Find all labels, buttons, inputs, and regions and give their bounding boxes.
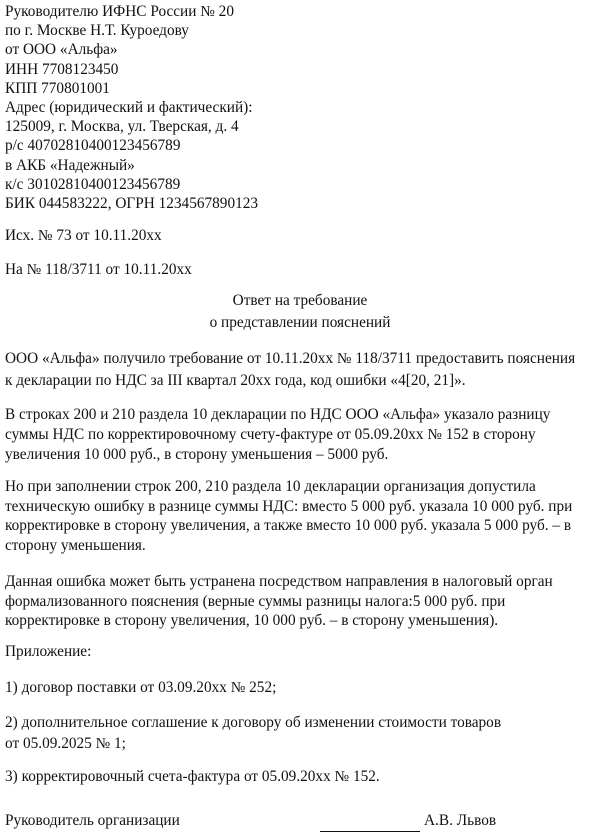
reference-number: На № 118/3711 от 10.11.20хх [5, 261, 192, 278]
header-line: по г. Москве Н.Т. Куроедову [5, 22, 189, 40]
header-line: от ООО «Альфа» [5, 41, 118, 59]
text-line: суммы НДС по корректировочному счету-фактуре от 05.09.20хх № 152 в сторону [5, 426, 536, 443]
title-line: о представлении пояснений [209, 314, 391, 331]
header-line: 125009, г. Москва, ул. Тверская, д. 4 [5, 118, 239, 136]
attachments-label: Приложение: [5, 643, 92, 660]
attachment-item [5, 712, 595, 754]
paragraph [5, 348, 595, 392]
text-line: 2) дополнительное соглашение к договору об изменении стоимости товаров [5, 714, 502, 731]
text-line: формализованного пояснения (верные суммы разницы налога:5 000 руб. при [5, 592, 506, 610]
text-line: увеличения 10 000 руб., в сторону уменьшения – 5000 руб. [5, 446, 389, 463]
header-line: ИНН 7708123450 [5, 60, 119, 78]
header-line: в АКБ «Надежный» [5, 156, 135, 174]
text-line: техническую ошибку в разнице суммы НДС: вместо 5 000 руб. указала 10 000 руб. при [5, 497, 573, 515]
header-line: к/с 30102810400123456789 [5, 175, 181, 193]
text-line: сторону уменьшения. [5, 536, 146, 554]
signature-line [320, 831, 420, 832]
header-line: Руководителю ИФНС России № 20 [5, 3, 234, 20]
paragraph [5, 572, 595, 631]
title-line: Ответ на требование [232, 292, 368, 309]
text-line: к декларации по НДС за III квартал 20хх года, код ошибки «4[20, 21]». [5, 372, 466, 389]
attachment-item: 3) корректировочный счета-фактура от 05.09.20хх № 152. [5, 768, 380, 785]
signature-position: Руководитель организации [5, 812, 180, 829]
header-line: р/с 40702810400123456789 [5, 137, 181, 155]
header-line: КПП 770801001 [5, 79, 110, 97]
text-line: Данная ошибка может быть устранена посредством направления в налоговый орган [5, 573, 553, 590]
addressee-block [5, 2, 595, 213]
header-line: Адрес (юридический и фактический): [5, 99, 253, 117]
text-line: В строках 200 и 210 раздела 10 декларации по НДС ООО «Альфа» указало разницу [5, 406, 551, 423]
text-line: от 05.09.2025 № 1; [5, 735, 126, 752]
text-line: Но при заполнении строк 200, 210 раздела 10 декларации организация допустила [5, 478, 536, 495]
outgoing-number: Исх. № 73 от 10.11.20хх [5, 227, 162, 244]
signature-name: А.В. Львов [424, 812, 497, 829]
attachment-item: 1) договор поставки от 03.09.20хх № 252; [5, 679, 277, 696]
text-line: корректировке в сторону увеличения, 10 000 руб. – в сторону уменьшения). [5, 612, 499, 629]
text-line: корректировке в сторону увеличения, а также вместо 10 000 руб. указала 5 000 руб. – в [5, 517, 572, 534]
paragraph [5, 405, 595, 465]
document-title [5, 290, 595, 334]
header-line: БИК 044583222, ОГРН 1234567890123 [5, 195, 259, 213]
text-line: ООО «Альфа» получило требование от 10.11.20хх № 118/3711 предоставить пояснения [5, 350, 576, 367]
paragraph [5, 477, 595, 555]
